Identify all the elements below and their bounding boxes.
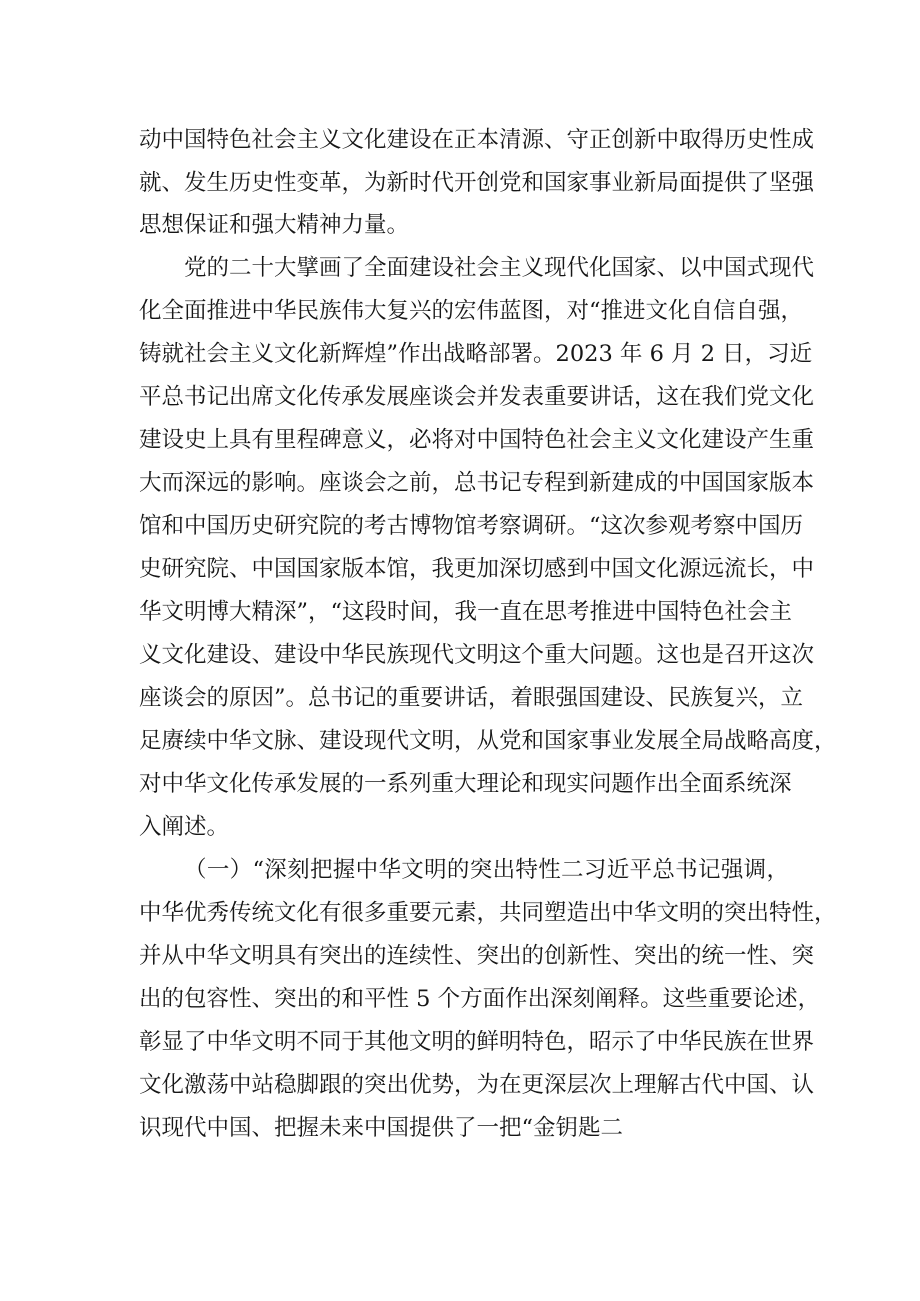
text-line: 华文明博大精深”，“这段时间，我一直在思考推进中国特色社会主 <box>139 599 793 625</box>
text-line: 平总书记出席文化传承发展座谈会并发表重要讲话，这在我们党文化 <box>139 384 815 410</box>
text-line: 义文化建设、建设中华民族现代文明这个重大问题。这也是召开这次 <box>139 642 815 668</box>
text-line: 出的包容性、突出的和平性 5 个方面作出深刻阐释。这些重要论述， <box>139 986 821 1012</box>
text-line: 并从中华文明具有突出的连续性、突出的创新性、突出的统一性、突 <box>139 943 815 969</box>
text-line: 大而深远的影响。座谈会之前，总书记专程到新建成的中国国家版本 <box>139 470 815 496</box>
text-line: 铸就社会主义文化新辉煌”作出战略部署。2023 年 6 月 2 日，习近 <box>139 341 813 367</box>
text-line: 中华优秀传统文化有很多重要元素，共同塑造出中华文明的突出特性， <box>139 900 837 926</box>
text-line: 建设史上具有里程碑意义，必将对中国特色社会主义文化建设产生重 <box>139 427 815 453</box>
text-line: 足赓续中华文脉、建设现代文明，从党和国家事业发展全局战略高度， <box>139 728 837 754</box>
text-line: 动中国特色社会主义文化建设在正本清源、守正创新中取得历史性成 <box>139 127 815 153</box>
text-line: 思想保证和强大精神力量。 <box>139 212 410 238</box>
text-line: 就、发生历史性变革，为新时代开创党和国家事业新局面提供了坚强 <box>139 170 815 196</box>
text-line: 座谈会的原因”。总书记的重要讲话，着眼强国建设、民族复兴，立 <box>139 685 804 711</box>
text-line: 史研究院、中国国家版本馆，我更加深切感到中国文化源远流长，中 <box>139 556 815 582</box>
text-line: 化全面推进中华民族伟大复兴的宏伟蓝图，对“推进文化自信自强， <box>139 298 804 324</box>
text-line: 馆和中国历史研究院的考古博物馆考察调研。“这次参观考察中国历 <box>139 513 804 539</box>
text-line: 识现代中国、把握未来中国提供了一把“金钥匙二 <box>139 1115 624 1141</box>
text-line: 党的二十大擘画了全面建设社会主义现代化国家、以中国式现代 <box>184 255 815 281</box>
text-line: 入阐述。 <box>139 814 230 840</box>
text-line: 对中华文化传承发展的一系列重大理论和现实问题作出全面系统深 <box>139 771 792 797</box>
text-line: 彰显了中华文明不同于其他文明的鲜明特色，昭示了中华民族在世界 <box>139 1029 815 1055</box>
text-line: 文化激荡中站稳脚跟的突出优势，为在更深层次上理解古代中国、认 <box>139 1072 815 1098</box>
text-line: （一）“深刻把握中华文明的突出特性二习近平总书记强调， <box>184 857 789 883</box>
